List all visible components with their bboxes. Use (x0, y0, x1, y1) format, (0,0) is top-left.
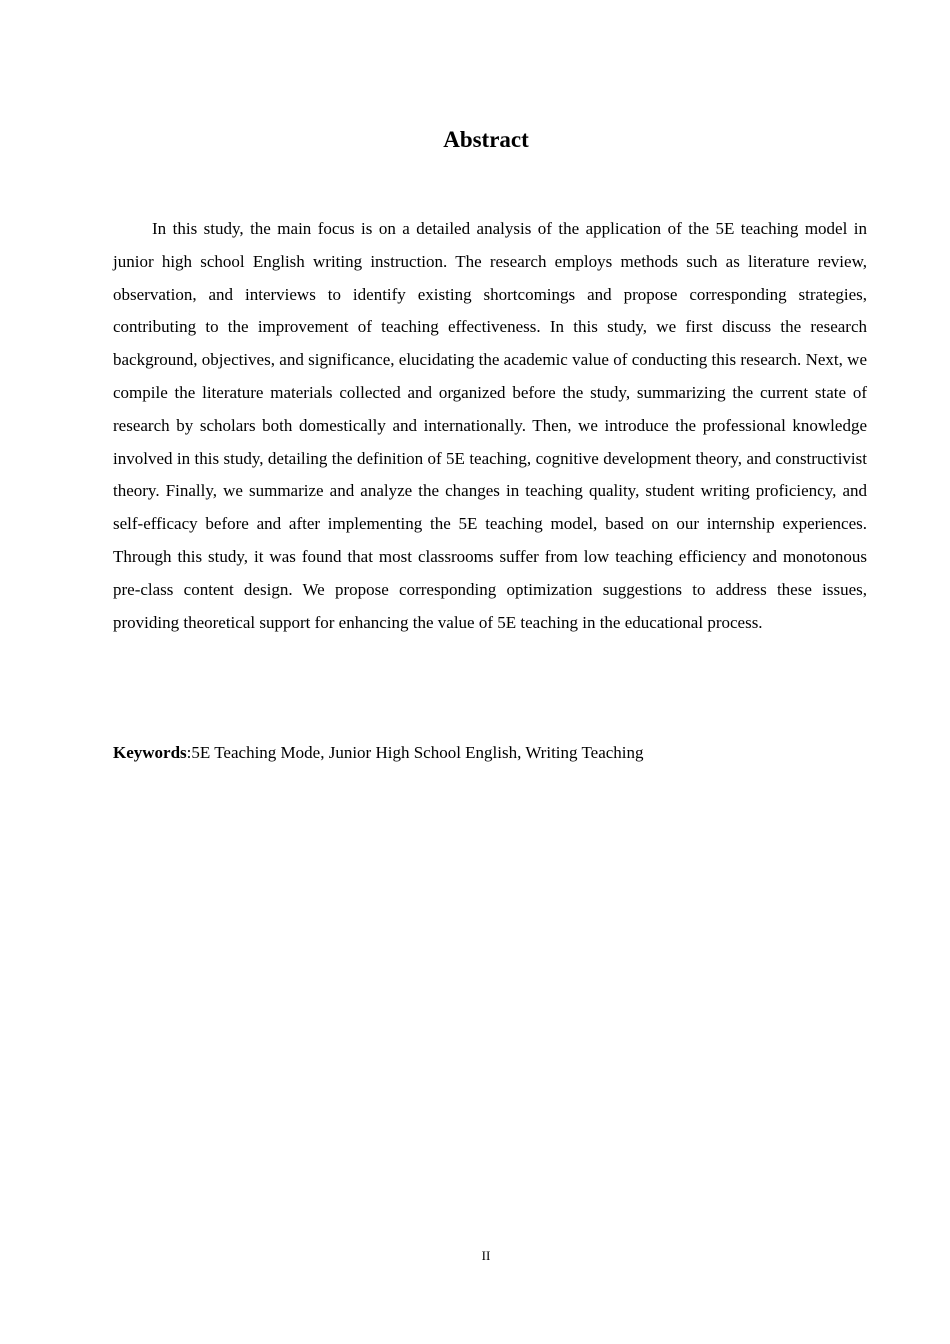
keywords-line (113, 737, 867, 769)
keywords-text: 5E Teaching Mode, Junior High School English, Writing Teaching (191, 743, 644, 762)
keywords-separator: : (186, 743, 192, 762)
abstract-title: Abstract (443, 127, 529, 152)
keywords-label: Keywords (113, 743, 187, 762)
abstract-body: In this study, the main focus is on a detailed analysis of the application of the 5E teaching model in junior high school English writing instruction. The research employs methods such as literature review, observation, and interviews to identify existing shortcomings and propose corresponding strategies, contributing to the improvement of teaching effectiveness. In this study, we first discuss the research background, objectives, and significance, elucidating the academic value of conducting this research. Next, we compile the literature materials collected and organized before the study, summarizing the current state of research by scholars both domestically and internationally. Then, we introduce the professional knowledge involved in this study, detailing the definition of 5E teaching, cognitive development theory, and constructivist theory. Finally, we summarize and analyze the changes in teaching quality, student writing proficiency, and self-efficacy before and after implementing the 5E teaching model, based on our internship experiences. Through this study, it was found that most classrooms suffer from low teaching efficiency and monotonous pre-class content design. We propose corresponding optimization suggestions to address these issues, providing theoretical support for enhancing the value of 5E teaching in the educational process. (113, 219, 867, 632)
page-number: II (481, 1248, 491, 1263)
